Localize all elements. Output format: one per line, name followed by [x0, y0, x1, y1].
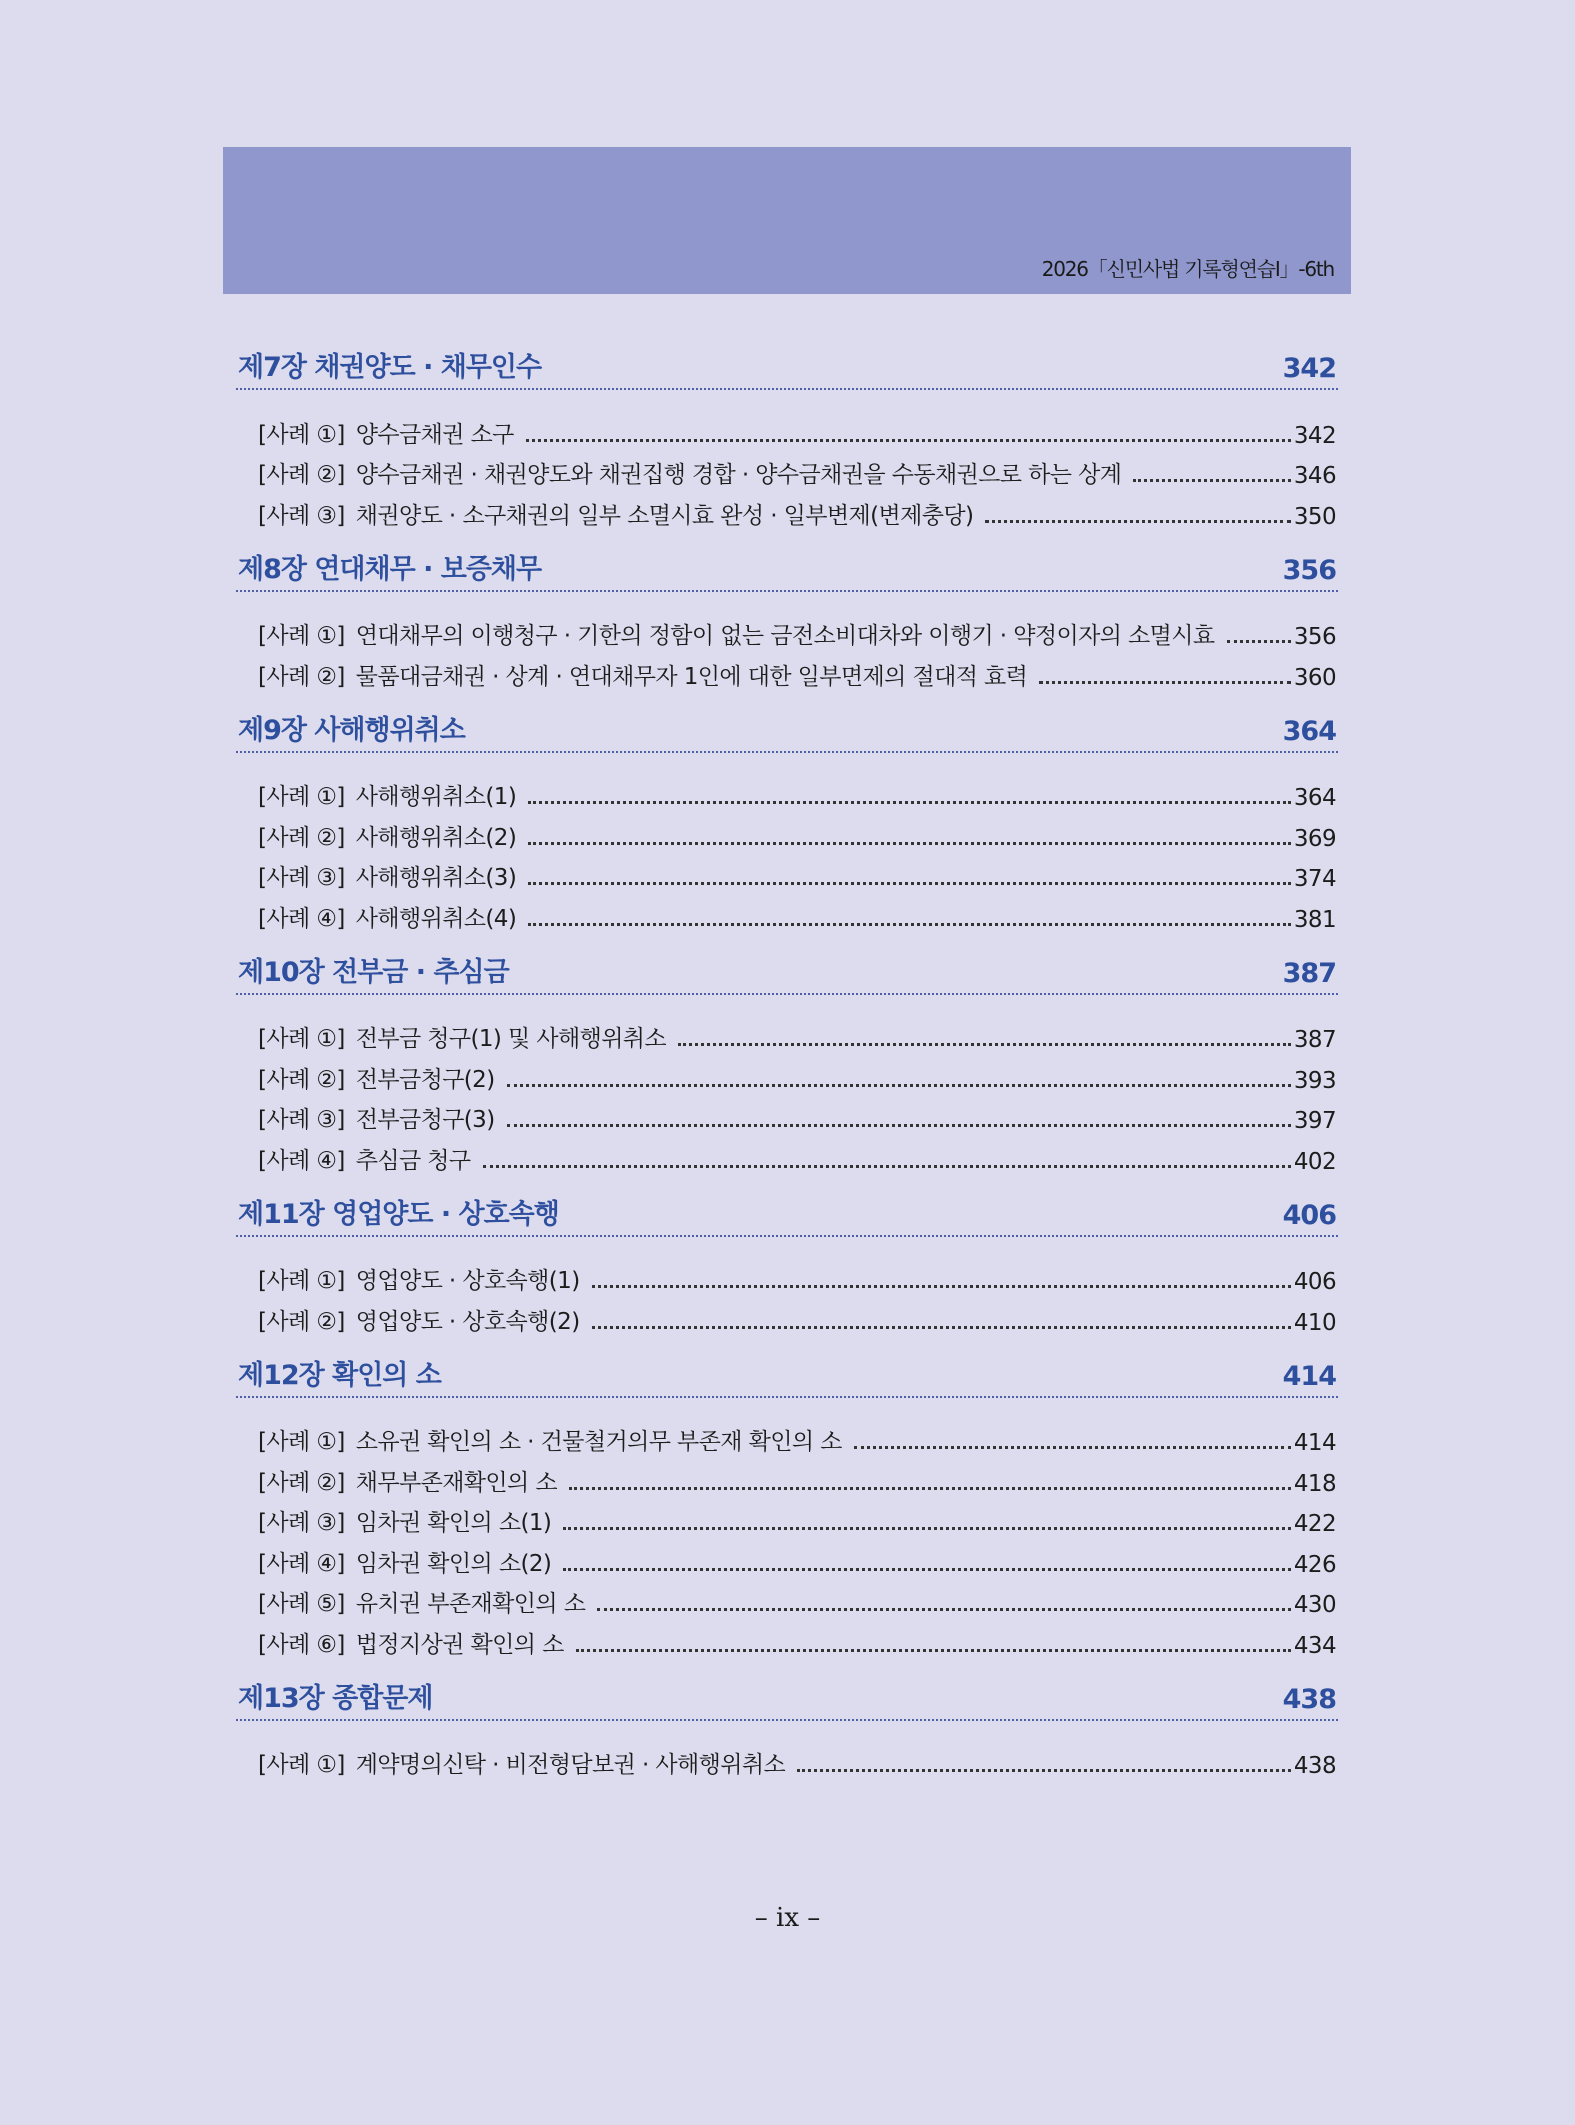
case-title: 유치권 부존재확인의 소: [355, 1591, 586, 1617]
case-label: [사례 ③]: [258, 502, 345, 529]
page-number: – ix –: [754, 1903, 821, 1933]
toc-entry[interactable]: [236, 811, 1338, 852]
case-page: 393: [1293, 1067, 1336, 1094]
chapter-items: [236, 1013, 1338, 1175]
chapter-section: [236, 703, 1338, 933]
case-label: [사례 ①]: [258, 1752, 345, 1778]
case-page: 434: [1293, 1632, 1336, 1659]
dot-leader: [569, 1487, 1291, 1490]
case-title: 임차권 확인의 소(2): [355, 1550, 552, 1577]
dot-leader: [797, 1769, 1291, 1772]
case-title: 임차권 확인의 소(1): [355, 1510, 552, 1536]
case-label: [사례 ①]: [258, 421, 345, 448]
table-of-contents: [236, 340, 1338, 1791]
case-title: 사해행위취소(4): [355, 905, 517, 932]
dot-leader: [528, 801, 1291, 804]
chapter-section: [236, 1671, 1338, 1780]
case-page: 356: [1293, 624, 1336, 650]
case-page: 406: [1293, 1269, 1336, 1295]
case-label: [사례 ③]: [258, 1510, 345, 1536]
dot-leader: [526, 439, 1291, 442]
dot-leader: [507, 1084, 1291, 1087]
toc-entry[interactable]: [236, 1578, 1338, 1619]
toc-entry[interactable]: [236, 1618, 1338, 1659]
chapter-items: [236, 1416, 1338, 1659]
dot-leader: [1133, 479, 1291, 482]
case-title: 계약명의신탁 · 비전형담보권 · 사해행위취소: [355, 1752, 786, 1778]
toc-entry[interactable]: [236, 892, 1338, 933]
case-page: 397: [1293, 1108, 1336, 1134]
dot-leader: [1227, 640, 1291, 643]
case-title: 전부금 청구(1) 및 사해행위취소: [355, 1026, 667, 1052]
chapter-section: [236, 1348, 1338, 1659]
toc-entry[interactable]: [236, 1537, 1338, 1578]
case-title: 영업양도 · 상호속행(2): [355, 1308, 580, 1335]
toc-entry[interactable]: [236, 1094, 1338, 1135]
chapter-section: [236, 1187, 1338, 1336]
toc-entry[interactable]: [236, 489, 1338, 530]
case-page: 342: [1293, 422, 1336, 449]
dot-leader: [854, 1446, 1291, 1449]
dot-leader: [678, 1043, 1291, 1046]
case-label: [사례 ①]: [258, 784, 345, 810]
case-label: [사례 ②]: [258, 462, 345, 488]
chapter-title: 제12장 확인의 소: [238, 1359, 441, 1391]
dot-leader: [576, 1649, 1291, 1652]
chapter-section: [236, 945, 1338, 1175]
dot-leader: [483, 1165, 1291, 1168]
case-label: [사례 ①]: [258, 1429, 345, 1455]
chapter-page: 364: [1282, 715, 1336, 747]
case-title: 전부금청구(2): [355, 1066, 495, 1093]
chapter-heading[interactable]: [236, 703, 1338, 753]
dot-leader: [528, 923, 1291, 926]
case-label: [사례 ②]: [258, 1066, 345, 1093]
case-title: 양수금채권 소구: [355, 421, 514, 448]
case-label: [사례 ⑤]: [258, 1591, 345, 1617]
case-label: [사례 ①]: [258, 623, 345, 649]
chapter-title: 제8장 연대채무 · 보증채무: [238, 553, 542, 585]
toc-entry[interactable]: [236, 650, 1338, 691]
toc-entry[interactable]: [236, 1739, 1338, 1780]
chapter-page: 342: [1282, 353, 1336, 384]
chapter-heading[interactable]: [236, 340, 1338, 390]
book-title: 2026「신민사법 기록형연습Ⅰ」-6th: [1041, 257, 1334, 281]
case-page: 374: [1293, 866, 1336, 892]
case-page: 402: [1293, 1148, 1336, 1175]
chapter-heading[interactable]: [236, 1348, 1338, 1398]
chapter-items: [236, 1739, 1338, 1780]
case-title: 양수금채권 · 채권양도와 채권집행 경합 · 양수금채권을 수동채권으로 하는 상계: [355, 462, 1122, 488]
case-label: [사례 ③]: [258, 865, 345, 891]
toc-entry[interactable]: [236, 1295, 1338, 1336]
toc-entry[interactable]: [236, 1053, 1338, 1094]
case-page: 422: [1293, 1511, 1336, 1537]
dot-leader: [528, 882, 1291, 885]
case-page: 418: [1293, 1470, 1336, 1497]
case-page: 387: [1293, 1027, 1336, 1053]
case-title: 법정지상권 확인의 소: [355, 1631, 564, 1658]
case-page: 381: [1293, 906, 1336, 933]
case-title: 물품대금채권 · 상계 · 연대채무자 1인에 대한 일부면제의 절대적 효력: [355, 663, 1028, 690]
dot-leader: [563, 1527, 1291, 1530]
case-label: [사례 ④]: [258, 1550, 345, 1577]
case-label: [사례 ①]: [258, 1026, 345, 1052]
chapter-items: [236, 408, 1338, 530]
case-title: 전부금청구(3): [355, 1107, 495, 1133]
case-label: [사례 ②]: [258, 1469, 345, 1496]
chapter-page: 438: [1282, 1683, 1336, 1715]
toc-entry[interactable]: [236, 449, 1338, 490]
case-page: 438: [1293, 1753, 1336, 1779]
dot-leader: [528, 842, 1291, 845]
case-page: 346: [1293, 463, 1336, 489]
chapter-page: 356: [1282, 554, 1336, 586]
chapter-items: [236, 610, 1338, 691]
toc-entry[interactable]: [236, 852, 1338, 893]
case-page: 410: [1293, 1309, 1336, 1336]
chapter-page: 406: [1282, 1199, 1336, 1231]
chapter-section: [236, 542, 1338, 691]
case-label: [사례 ④]: [258, 1147, 345, 1174]
dot-leader: [507, 1124, 1291, 1127]
header-band: [223, 147, 1351, 294]
case-page: 350: [1293, 503, 1336, 530]
dot-leader: [563, 1568, 1291, 1571]
case-title: 연대채무의 이행청구 · 기한의 정함이 없는 금전소비대차와 이행기 · 약정이자의 소멸시효: [355, 623, 1215, 649]
chapter-items: [236, 771, 1338, 933]
case-page: 369: [1293, 825, 1336, 852]
case-page: 364: [1293, 785, 1336, 811]
chapter-title: 제11장 영업양도 · 상호속행: [238, 1198, 559, 1230]
dot-leader: [985, 520, 1291, 523]
toc-entry[interactable]: [236, 1134, 1338, 1175]
toc-entry[interactable]: [236, 1255, 1338, 1296]
case-title: 추심금 청구: [355, 1147, 471, 1174]
case-label: [사례 ④]: [258, 905, 345, 932]
case-page: 430: [1293, 1592, 1336, 1618]
toc-entry[interactable]: [236, 610, 1338, 651]
case-label: [사례 ②]: [258, 1308, 345, 1335]
toc-entry[interactable]: [236, 1416, 1338, 1457]
toc-entry[interactable]: [236, 1497, 1338, 1538]
chapter-heading[interactable]: [236, 1671, 1338, 1721]
dot-leader: [592, 1285, 1291, 1288]
chapter-heading[interactable]: [236, 945, 1338, 995]
toc-entry[interactable]: [236, 771, 1338, 812]
toc-entry[interactable]: [236, 1013, 1338, 1054]
chapter-title: 제13장 종합문제: [238, 1682, 433, 1714]
case-label: [사례 ①]: [258, 1268, 345, 1294]
dot-leader: [597, 1608, 1291, 1611]
case-title: 사해행위취소(2): [355, 824, 517, 851]
chapter-page: 387: [1282, 957, 1336, 989]
case-title: 채무부존재확인의 소: [355, 1469, 557, 1496]
chapter-title: 제7장 채권양도 · 채무인수: [238, 352, 542, 383]
case-label: [사례 ②]: [258, 824, 345, 851]
case-page: 426: [1293, 1551, 1336, 1578]
chapter-title: 제9장 사해행위취소: [238, 714, 465, 746]
chapter-heading[interactable]: [236, 542, 1338, 592]
case-page: 414: [1293, 1430, 1336, 1456]
toc-entry[interactable]: [236, 408, 1338, 449]
chapter-heading[interactable]: [236, 1187, 1338, 1237]
case-page: 360: [1293, 664, 1336, 691]
case-title: 사해행위취소(1): [355, 784, 517, 810]
chapter-page: 414: [1282, 1360, 1336, 1392]
dot-leader: [1039, 681, 1291, 684]
chapter-title: 제10장 전부금 · 추심금: [238, 956, 509, 988]
toc-entry[interactable]: [236, 1456, 1338, 1497]
chapter-section: [236, 340, 1338, 530]
case-title: 사해행위취소(3): [355, 865, 517, 891]
case-label: [사례 ②]: [258, 663, 345, 690]
case-title: 영업양도 · 상호속행(1): [355, 1268, 580, 1294]
dot-leader: [592, 1326, 1291, 1329]
chapter-items: [236, 1255, 1338, 1336]
case-title: 소유권 확인의 소 · 건물철거의무 부존재 확인의 소: [355, 1429, 842, 1455]
case-label: [사례 ⑥]: [258, 1631, 345, 1658]
case-label: [사례 ③]: [258, 1107, 345, 1133]
case-title: 채권양도 · 소구채권의 일부 소멸시효 완성 · 일부변제(변제충당): [355, 502, 974, 529]
